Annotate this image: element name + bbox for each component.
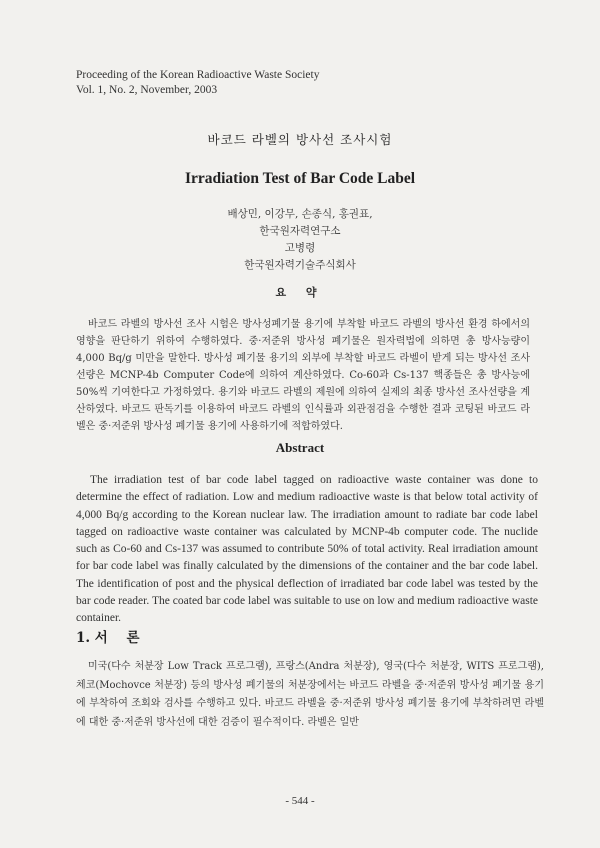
english-abstract-text: The irradiation test of bar code label tagged on radioactive waste container was done to determine the effect of radiation. Low and medium radioactive waste is that below total activity of 4,000 Bq/g according to the Korean nuclear law. The irradiation amount to radiate bar code label tagged on radioactive waste container was calculated by MCNP-4b computer code. The nuclide such as Co-60 and Cs-137 was assumed to contribute 50% of total activity. Real irradiation amount for bar code label was finally calculated by the dimensions of the container and the bar code label. The identification of post and the physical deflection of irradiated bar code label was tested by the bar code reader. The coated bar code label was suitable to use on low and medium radioactive waste container. bbox=[76, 474, 538, 625]
author-names-2: 고병령 bbox=[284, 242, 316, 254]
proceeding-volume: Vol. 1, No. 2, November, 2003 bbox=[76, 84, 218, 96]
page-number: - 544 - bbox=[285, 795, 315, 807]
section-1-title: 서 론 bbox=[94, 630, 147, 646]
proceeding-journal: Proceeding of the Korean Radioactive Waste Society bbox=[76, 69, 320, 81]
section-1-body bbox=[76, 658, 544, 732]
affiliation-1: 한국원자력연구소 bbox=[259, 225, 341, 237]
summary-heading: 요 약 bbox=[275, 286, 325, 299]
english-title: Irradiation Test of Bar Code Label bbox=[184, 170, 416, 187]
abstract-heading: Abstract bbox=[275, 440, 325, 455]
affiliation-2: 한국원자력기술주식회사 bbox=[244, 259, 356, 271]
author-block bbox=[0, 206, 600, 274]
korean-summary-text: 바코드 라벨의 방사선 조사 시험은 방사성폐기물 용기에 부착할 바코드 라벨의 방사선 환경 하에서의 영향을 판단하기 위하여 수행하였다. 중·저준위 방사성 폐기물은 원자력법에 의하면 총 방사능량이 4,000 Bq/g 미만을 말한다. 방사성 폐기물 용기의 외부에 부착할 바코드 라벨이 받게 되는 방사선 조사선량은 MCNP-4b Computer Code에 의하여 계산하였다. Co-60과 Cs-137 핵종들은 총 방사능에 50%씩 기여한다고 가정하였다. 용기와 바코드 라벨의 제원에 의하여 실제의 최종 방사선 조사선량을 계산하였다. 바코드 판독기를 이용하여 바코드 라벨의 인식률과 외관점검을 수행한 결과 코팅된 바코드 라벨은 중·저준위 방사성 폐기물 용기에 사용하기에 적합하였다. bbox=[76, 319, 530, 432]
section-1-text: 미국(다수 처분장 Low Track 프로그램), 프랑스(Andra 처분장), 영국(다수 처분장, WITS 프로그램), 체코(Mochovce 처분장) 등의 방사성 폐기물의 처분장에서는 바코드 라벨을 중·저준위 방사성 폐기물 용기에 부착하여 조회와 검사를 수행하고 있다. 바코드 라벨을 중·저준위 방사성 폐기물 용기에 부착하려면 라벨에 대한 중·저준위 방사선에 대한 검증이 필수적이다. 라벨은 일반 bbox=[76, 661, 544, 728]
section-1-heading bbox=[76, 626, 147, 646]
korean-summary bbox=[76, 316, 530, 435]
korean-title: 바코드 라벨의 방사선 조사시험 bbox=[207, 132, 393, 147]
section-1-number: 1. bbox=[76, 630, 91, 646]
proceeding-header bbox=[76, 68, 319, 98]
english-abstract bbox=[76, 472, 538, 628]
author-names-1: 배상민, 이강무, 손종식, 홍권표, bbox=[227, 208, 373, 220]
